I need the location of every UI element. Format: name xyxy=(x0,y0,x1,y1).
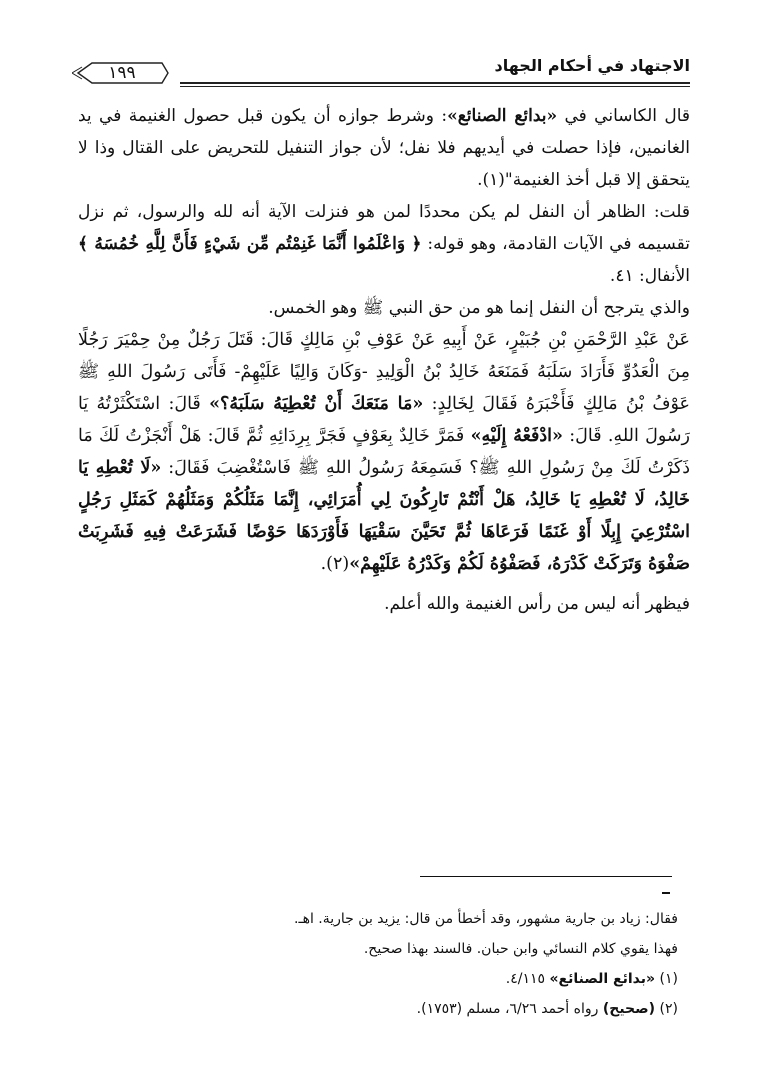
footnote-1 xyxy=(78,964,678,994)
footnote-ref: (٢). xyxy=(320,554,350,574)
page-number: ١٩٩ xyxy=(108,63,136,83)
page-number-ornament xyxy=(72,60,172,86)
footnote-citation: رواه أحمد ٦/٢٦، مسلم (١٧٥٣). xyxy=(416,1001,599,1017)
hadith-grade: (صحيح) xyxy=(602,1001,656,1017)
hadith-text: فَمَرَّ خَالِدٌ بِعَوْفٍ فَجَرَّ بِرِدَائِهِ ثُمَّ قَالَ: هَلْ أَنْجَزْتُ لَكَ مَا ذَكَرْتُ لَكَ مِنْ رَسُولِ اللهِ ﷺ؟ فَسَمِعَهُ رَسُولُ اللهِ ﷺ فَاسْتُغْضِبَ فَقَالَ: xyxy=(78,426,691,478)
hadith-text: قَالَ: اسْتَكْثَرْتُهُ يَا رَسُولَ اللهِ. قَالَ: xyxy=(78,394,690,446)
footnote-number: (٢) xyxy=(659,1001,678,1017)
text-run: : وشرط جوازه أن يكون قبل حصول الغنيمة في يد الغانمين، فإذا حصلت في أيديهم فلا نفل؛ لأن جواز التنفيل للتحريض على القتال وذا لا يتحقق إلا قبل أخذ الغنيمة"(١). xyxy=(78,106,690,190)
main-text xyxy=(78,100,690,620)
hadith-text: عَنْ عَبْدِ الرَّحْمَنِ بْنِ جُبَيْرٍ، عَنْ أَبِيهِ عَنْ عَوْفِ بْنِ مَالِكٍ قَالَ: قَتَلَ رَجُلٌ مِنْ حِمْيَرَ رَجُلًا مِنَ الْعَدُوِّ فَأَرَادَ سَلَبَهُ فَمَنَعَهُ خَالِدُ بْنُ الْوَلِيدِ -وَكَانَ وَالِيًا عَلَيْهِمْ- فَأَتَى رَسُولَ اللهِ ﷺ عَوْفُ بْنُ مَالِكٍ فَأَخْبَرَهُ فَقَالَ لِخَالِدٍ: xyxy=(78,330,690,414)
text-run: فيظهر أنه ليس من رأس الغنيمة والله أعلم. xyxy=(384,594,690,614)
text-run: قلت: الظاهر أن النفل لم يكن محددًا لمن هو فنزلت الآية أنه لله والرسول، ثم نزل تقسيمه في الآيات القادمة، وهو قوله: xyxy=(78,202,691,254)
prophetic-saying: «ادْفَعْهُ إِلَيْهِ» xyxy=(470,426,563,446)
paragraph-kasani xyxy=(78,100,690,196)
header-rule-thin xyxy=(180,86,690,87)
continuation-mark xyxy=(662,892,670,894)
paragraph-qultu xyxy=(78,196,690,292)
running-title: الاجتهاد في أحكام الجهاد xyxy=(494,56,690,75)
footnote-continuation: فقال: زياد بن جارية مشهور، وقد أخطأ من قال: يزيد بن جارية. اهـ. xyxy=(294,911,678,927)
paragraph-tarjih xyxy=(78,292,690,324)
footnotes xyxy=(78,904,678,1024)
footnote-number: (١) xyxy=(659,971,678,987)
prophetic-saying: «لَا تُعْطِهِ يَا خَالِدُ، لَا تُعْطِهِ يَا خَالِدُ، هَلْ أَنْتُمْ تَارِكُونَ لِي أُمَرَائِي، إِنَّمَا مَثَلُكُمْ وَمَثَلُهُمْ كَمَثَلِ رَجُلٍ اسْتُرْعِيَ إِبِلًا أَوْ غَنَمًا فَرَعَاهَا ثُمَّ تَحَيَّنَ سَقْيَهَا فَأَوْرَدَهَا حَوْضًا فَشَرَعَتْ فِيهِ فَشَرِبَتْ صَفْوَهُ وَتَرَكَتْ كَدْرَهُ، فَصَفْوُهُ لَكُمْ وَكَدْرُهُ عَلَيْهِمْ» xyxy=(78,458,690,574)
footnote-book-title: «بدائع الصنائع» xyxy=(549,971,656,987)
paragraph-conclusion xyxy=(78,588,690,620)
quran-verse: ﴿ وَاعْلَمُوا أَنَّمَا غَنِمْتُم مِّن شَيْءٍ فَأَنَّ لِلَّهِ خُمُسَهُ ﴾ xyxy=(78,234,422,254)
page-header xyxy=(60,52,690,92)
prophetic-saying: «مَا مَنَعَكَ أَنْ تُعْطِيَهُ سَلَبَهُ؟» xyxy=(209,394,424,414)
footnote-continuation: فهذا يقوي كلام النسائي وابن حبان. فالسند بهذا صحيح. xyxy=(363,941,678,957)
header-rule xyxy=(180,82,690,84)
text-run: والذي يترجح أن النفل إنما هو من حق النبي ﷺ وهو الخمس. xyxy=(268,298,690,318)
book-title: «بدائع الصنائع» xyxy=(447,106,558,126)
footnote-2 xyxy=(78,994,678,1024)
text-run: قال الكاساني في xyxy=(557,106,690,126)
footnote-citation: ٤/١١٥. xyxy=(505,971,546,987)
paragraph-hadith xyxy=(78,324,690,580)
verse-reference: الأنفال: ٤١. xyxy=(609,266,690,286)
footnote-separator xyxy=(420,876,672,877)
